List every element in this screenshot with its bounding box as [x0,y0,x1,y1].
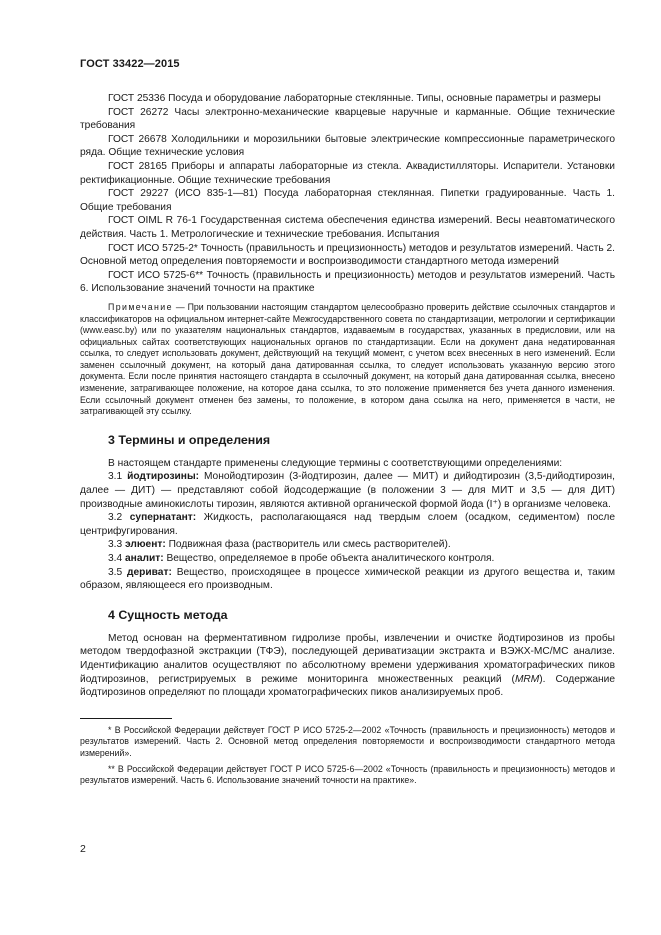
reference-item: ГОСТ 25336 Посуда и оборудование лабораторные стеклянные. Типы, основные параметры и размеры [108,93,601,104]
section-4-text [80,632,615,700]
section-3-intro: В настоящем стандарте применены следующие термины с соответствующими определениями: [108,457,563,469]
reference-item: ГОСТ 26678 Холодильники и морозильники бытовые электрические компрессионные параметрического ряда. Общие технические условия [80,133,615,159]
reference-item: ГОСТ 26272 Часы электронно-механические кварцевые наручные и карманные. Общие технические требования [80,106,615,132]
footnote [80,764,615,787]
document-header: ГОСТ 33422—2015 [80,58,180,70]
note-text: — При пользовании настоящим стандартом целесообразно проверить действие ссылочных стандартов и классификаторов на официальном интернет-сайте Межгосударственного совета по стандартизации, метрологии и сертификации (www.easc.by) или по указателям национальных стандартов, издаваемым в государствах, указанных в предисловии, или на официальных сайтах соответствующих национальных органов по стандартизации. Если на документ дана недатированная ссылка, то следует использовать документ, действующий на текущий момент, с учетом всех внесенных в него изменений. Если заменен ссылочный документ, на который дана датированная ссылка, то следует использовать указанную версию этого документа. Если после принятия настоящего стандарта в ссылочный документ, на который дана датированная ссылка, внесено изменение, затрагивающее положение, на которое дана ссылка, то это положение применяется без учета данного изменения. Если ссылочный документ отменен без замены, то положение, в котором дана ссылка на него, применяется в части, не затрагивающей эту ссылку. [80,301,615,417]
normative-references-list [80,92,615,296]
term-definition [80,566,615,593]
document-body [80,92,615,791]
term-definition [80,511,615,538]
footnote-divider [80,718,172,719]
term-text: Монойодтирозин (3-йодтирозин, далее — МИТ) и дийодтирозин (3,5-дийодтирозин, далее — ДИТ) — представляют собой йодсодержащие (в положении 3 — для МИТ и 3,5 — для ДИТ) производные аминокислоты тирозин, являются активной органической формой йода (I⁺) в организме человека. [80,471,615,510]
section-3-title: 3 Термины и определения [108,432,271,447]
term-text: Подвижная фаза (растворитель или смесь растворителей). [165,539,451,551]
footnote-text: В Российской Федерации действует ГОСТ Р ИСО 5725-2—2002 «Точность (правильность и прецизионность) методов и результатов измерений. Часть 2. Основной метод определения повторяемости и воспроизводимости стандартного метода измерений». [80,724,615,758]
page-number: 2 [80,843,86,855]
footnote-mark: ** [108,763,115,774]
method-text-end: ). Содержание йодтирозинов определяют по площади хроматографических пиков анализируемых проб. [80,673,615,699]
term-name: йодтирозины: [127,471,200,483]
reference-item: ГОСТ 28165 Приборы и аппараты лабораторные из стекла. Аквадистилляторы. Испарители. Установки ректификационные. Общие технические требования [80,160,615,186]
term-name: дериват: [127,566,172,578]
term-number: 3.3 [108,539,125,551]
term-name: аналит: [125,553,164,564]
term-number: 3.1 [108,471,128,483]
footnote [80,725,615,760]
reference-item: ГОСТ ИСО 5725-2* Точность (правильность и прецизионность) методов и результатов измерений. Часть 2. Основной метод определения повторяемости и воспроизводимости стандартного метода измерений [80,242,615,268]
mrm-abbreviation: MRM [514,673,540,685]
term-text: Вещество, определяемое в пробе объекта аналитического контроля. [163,553,495,564]
footnote-mark: * [108,724,112,735]
term-name: супернатант: [129,512,197,524]
reference-item: ГОСТ OIML R 76-1 Государственная система обеспечения единства измерений. Весы неавтоматического действия. Часть 1. Метрологические и технические требования. Испытания [80,215,615,240]
term-name: элюент: [125,539,166,551]
reference-item: ГОСТ ИСО 5725-6** Точность (правильность и прецизионность) методов и результатов измерений. Часть 6. Использование значений точности на практике [80,269,615,295]
footnote-text: В Российской Федерации действует ГОСТ Р ИСО 5725-6—2002 «Точность (правильность и прецизионность) методов и результатов измерений. Часть 6. Использование значений точности на практике». [80,763,615,786]
note-lead: Примечание [108,301,173,312]
section-4-title: 4 Сущность метода [108,607,228,622]
term-definition [80,470,615,511]
references-note [80,302,615,418]
term-text: Жидкость, располагающаяся над твердым слоем (осадком, седиментом) после центрифугирования. [80,512,615,537]
term-definition [80,538,615,552]
term-number: 3.5 [108,566,128,578]
reference-item: ГОСТ 29227 (ИСО 835-1—81) Посуда лабораторная стеклянная. Пипетки градуированные. Часть 1. Общие требования [80,188,615,213]
term-text: Вещество, происходящее в процессе химической реакции из другого вещества и, таким образом, являющееся его производным. [80,566,615,592]
method-text: Метод основан на ферментативном гидролизе пробы, извлечении и очистке йодтирозинов из пробы методом твердофазной экстракции (ТФЭ), последующей дериватизации экстракта и ВЭЖХ-МС/МС анализе. Идентификацию аналитов осуществляют по абсолютному времени удерживания хроматографических пиков йодтирозинов, регистрируемых в режиме мониторинга множественных реакций ( [80,632,615,685]
term-number: 3.2 [108,512,130,524]
term-definition [80,552,615,566]
term-number: 3.4 [108,553,125,564]
